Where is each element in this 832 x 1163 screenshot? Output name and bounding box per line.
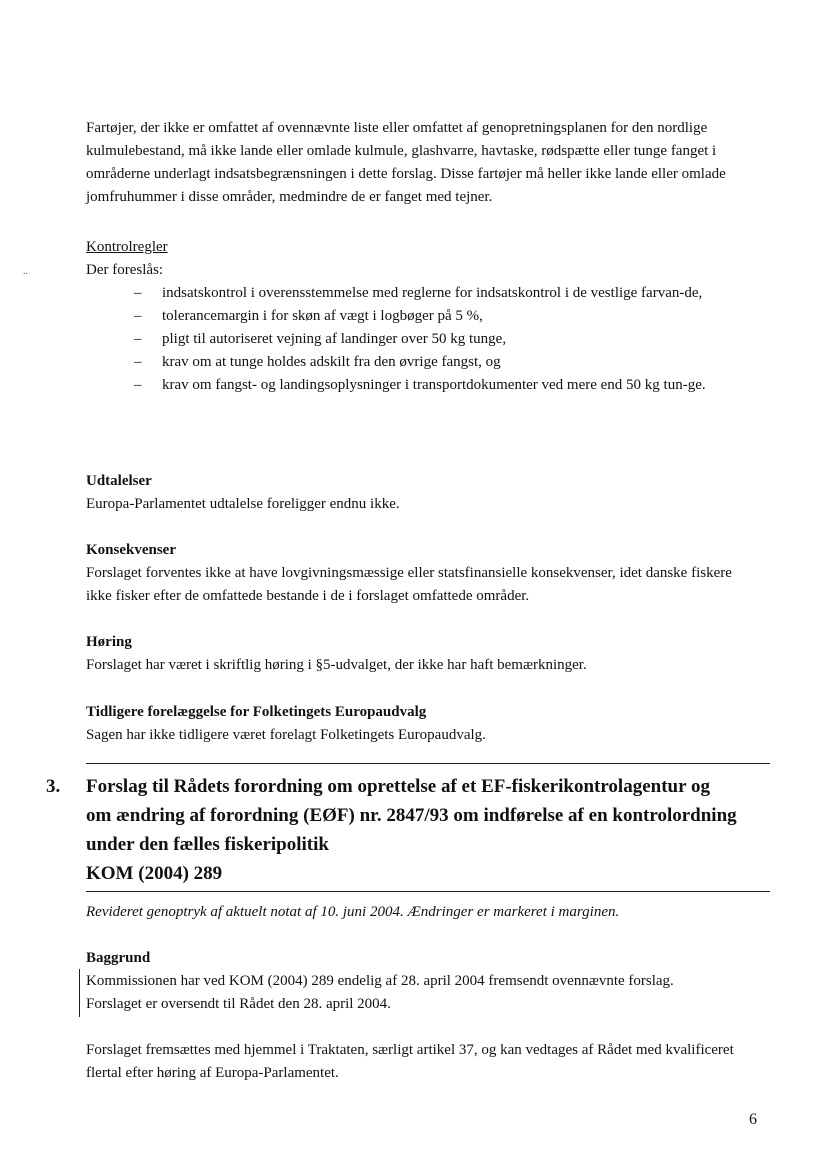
section-konsekvenser — [86, 539, 758, 608]
paragraph-hjemmel: Forslaget fremsættes med hjemmel i Traktaten, særligt artikel 37, og kan vedtages af Rådet med kvalificeret flertal efter høring af Europa-Parlamentet. — [86, 1042, 734, 1081]
divider-bottom — [86, 891, 770, 892]
list-item: – pligt til autoriseret vejning af landinger over 50 kg tunge, — [86, 328, 758, 351]
paragraph-fartojer — [86, 117, 758, 209]
section-number: 3. — [46, 776, 61, 797]
kontrolregler-list — [86, 282, 758, 397]
baggrund-line: Forslaget er oversendt til Rådet den 28. april 2004. — [86, 996, 391, 1012]
page-number: 6 — [749, 1111, 757, 1128]
paragraph-text: Fartøjer, der ikke er omfattet af ovennævnte liste eller omfattet af genopretningsplanen for den nordlige kulmulebestand, må ikke lande eller omlade kulmule, glashvarre, havtaske, rødspætte eller tunge fanget i områderne underlagt indsatsbegrænsningen i dette forslag. Disse fartøjer må heller ikke lande eller omlade jomfruhummer i disse områder, medmindre de er fanget med tejner. — [86, 120, 726, 205]
section-horing — [86, 631, 758, 677]
list-item: – krav om fangst- og landingsoplysninger i transportdokumenter ved mere end 50 kg tun-ge. — [86, 374, 758, 397]
section-baggrund — [86, 947, 776, 1016]
margin-mark: .. — [23, 266, 28, 277]
revision-note: Revideret genoptryk af aktuelt notat af 10. juni 2004. Ændringer er markeret i marginen. — [86, 904, 620, 920]
title-line: om ændring af forordning (EØF) nr. 2847/93 om indførelse af en kontrolordning — [86, 805, 737, 826]
kontrolregler-intro: Der foreslås: — [86, 262, 164, 278]
list-item: – tolerancemargin i for skøn af vægt i logbøger på 5 %, — [86, 305, 758, 328]
section-kontrolregler — [86, 236, 758, 397]
section-udtalelser — [86, 470, 758, 516]
baggrund-line: Kommissionen har ved KOM (2004) 289 endelig af 28. april 2004 fremsendt ovennævnte forslag. — [86, 973, 674, 989]
tidligere-text: Sagen har ikke tidligere været forelagt Folketingets Europaudvalg. — [86, 727, 486, 743]
konsekvenser-heading: Konsekvenser — [86, 542, 176, 558]
title-line: under den fælles fiskeripolitik — [86, 834, 329, 855]
divider-top — [86, 763, 770, 764]
section-tidligere — [86, 701, 758, 747]
list-item: – krav om at tunge holdes adskilt fra den øvrige fangst, og — [86, 351, 758, 374]
title-line: KOM (2004) 289 — [86, 863, 223, 884]
section-title — [86, 772, 776, 888]
title-line: Forslag til Rådets forordning om oprettelse af et EF-fiskerikontrolagentur og — [86, 776, 710, 797]
konsekvenser-text: Forslaget forventes ikke at have lovgivningsmæssige eller statsfinansielle konsekvenser, idet danske fiskere ikke fisker efter de omfattede bestande i de i forslaget omfattede områder. — [86, 565, 732, 604]
change-margin-bar — [79, 969, 80, 1017]
horing-text: Forslaget har været i skriftlig høring i §5-udvalget, der ikke har haft bemærkninger. — [86, 657, 587, 673]
horing-heading: Høring — [86, 634, 132, 650]
udtalelser-text: Europa-Parlamentet udtalelse foreligger endnu ikke. — [86, 496, 400, 512]
list-item: – indsatskontrol i overensstemmelse med reglerne for indsatskontrol i de vestlige farvan-de, — [86, 282, 758, 305]
baggrund-heading: Baggrund — [86, 950, 151, 966]
tidligere-heading: Tidligere forelæggelse for Folketingets Europaudvalg — [86, 704, 427, 720]
udtalelser-heading: Udtalelser — [86, 473, 152, 489]
kontrolregler-heading: Kontrolregler — [86, 239, 168, 255]
